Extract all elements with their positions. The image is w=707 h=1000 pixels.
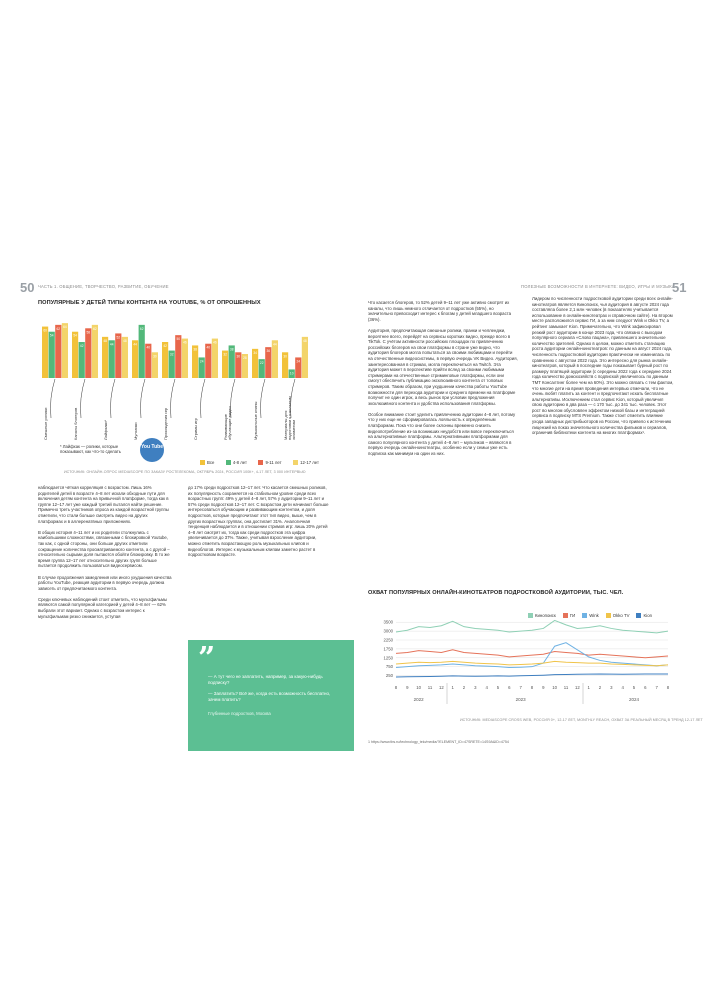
legend-item-9-11 <box>258 460 281 465</box>
bar-value-label: 30 <box>236 354 241 359</box>
x-tick-label: 7 <box>519 685 522 690</box>
bar-value-label: 36 <box>266 349 271 354</box>
left-column-2 <box>188 485 330 563</box>
left-col1-para: В случае продолжения замедления или иного ухудшения качества работы YouTube, реакция аудитории в первую очередь должна зависеть от предпочитаемого контента. <box>38 574 172 591</box>
bar-value-label: 62 <box>93 326 97 331</box>
bar-value-label: 64 <box>63 325 67 330</box>
bar-value-label: 38 <box>229 347 234 352</box>
x-tick-label: 3 <box>610 685 613 690</box>
bar-value-label: 24 <box>296 359 301 364</box>
youtube-logo-text: You Tube <box>140 444 164 450</box>
bar-value-label: 48 <box>103 338 107 343</box>
bar <box>102 337 108 378</box>
right-col1-para: Аудитория, предпочитающая смешные ролики, пранки и челленджи, вероятнее всего, перейдёт на сервисы коротких видео, прежде всего в TikTok. С учётом активности российских площадок по привлечению российских блогеров на свои платформы в стране уже видно, что аудитория блогеров могла попытаться за своими любимцами и перейти на отечественные видеосистемы, в первую очередь VK Видео. Аудитория, заинтересованная в стримах, могла переключиться на Twitch. Эта аудитория может в перспективе прийти вслед за своими любимыми стримерами на отечественные стриминговые платформы, если они смогут обеспечить публикацию эксклюзивного контента от топовых стримеров. Таким образом, при ухудшении качества работы YouTube возможности для перехода аудитории и среднего времени на платформе получит не один игрок, а весь рынок при условии предложения эксклюзивного контента и удобства использования платформы. <box>368 327 518 406</box>
bar <box>42 327 48 378</box>
left-running-head: ЧАСТЬ 1. ОБЩЕНИЕ, ТВОРЧЕСТВО, РАЗВИТИЕ, ОБУЧЕНИЕ <box>38 284 169 289</box>
left-col1-para: наблюдается чёткая корреляция с возрастом. Лишь 16% родителей детей в возрасте 4–8 лет искали обходные пути для включения детям контента на привычной платформе, тогда как в группе 12–17 лет уже каждый третий пытался найти решение. Примечно треть участников опроса из каждой возрастной группы отметили, что стали больше смотреть видео на других платформах и в аллеренатвных приложениях. <box>38 485 169 524</box>
bar-value-label: 32 <box>169 352 174 357</box>
left-col2-para: до 17% среди подростков 12–17 лет. Что касается смешных роликов, их популярность сохраняется на стабильном уровне среди всех возрастных групп: 49% у детей 4–8 лет, 57% у аудитории 9–11 лет и 57% среди подростков 12–17 лет. С возрастом дети начинают больше интересоваться обучающим и развивающим контентом, и доля подростков, которые предпочитают этот тип видео, выше, чем в других возрастных группах, она достигает 31%. Аналогичная тенденция наблюдается и в отношении стримов игр: лишь 20% детей 4–8 лет смотрят их, тогда как среди подростков эта цифра увеличивается до 37%. Также, учитывая взросление аудитории, можно отметить возрастающую роль музыкальных клипов и видеоблогов. Интерес к музыкальным клипам заметно растет в подростковом возрасте. <box>188 485 329 558</box>
x-tick-label: 1 <box>451 685 454 690</box>
left-col1-para: Среди ключевых наблюдений стоит отметить, что мультфильмы являются самой популярной категорией у детей 4–8 лет — 62% выбрали этот вариант. Однако с возрастом интерес к мультфильмам резко снижается, уступая <box>38 596 168 619</box>
bar-value-label: 44 <box>109 342 114 347</box>
bar-value-label: 44 <box>273 342 277 347</box>
bar-value-label: 40 <box>146 345 151 350</box>
bar <box>55 325 61 378</box>
chart2-legend-label: ГИ <box>569 613 576 618</box>
chart1-footnote: * Лайфхак — ролики, которые показывают, как что-то сделать <box>60 444 121 454</box>
bar <box>72 332 78 378</box>
x-tick-label: 5 <box>632 685 636 690</box>
x-tick-label: 11 <box>427 685 433 690</box>
y-tick-label: 1750 <box>383 646 393 652</box>
category-label: Стримы игр <box>193 418 198 440</box>
bar <box>122 337 128 378</box>
right-col1-para: Особое внимание стоит уделить привлечению аудитории 4–8 лет, потому что у них еще не сформировалась лояльность к определённым платформам. Пока что они более склонны временно снизить видеопотребление из-за возникших неудобств или вовсе переключиться на альтернативные платформы. Альтернативными платформами для самого популярного контента у детей 4–8 лет – мультиков – являются в первую очередь онлайн-кинотеатры, особенно если у семьи уже есть подписка как минимум на один из них. <box>368 411 516 457</box>
x-tick-label: 12 <box>574 685 580 690</box>
bar <box>115 333 121 378</box>
left-column-1 <box>38 485 173 625</box>
y-tick-label: 3000 <box>383 628 393 634</box>
x-tick-label: 6 <box>644 685 647 690</box>
bar-value-label: 42 <box>163 344 167 348</box>
legend-label-4-8: 4-8 лет <box>232 460 247 465</box>
bar-value-label: 22 <box>259 361 264 366</box>
right-footnote: 1 https://www.tbs.ru/technology_telo/media/?ELEMENT_ID=47SRETE=14S9A&ID=4754 <box>368 740 509 744</box>
bar-value-label: 60 <box>43 328 47 333</box>
y-tick-label: 250 <box>385 673 393 679</box>
x-tick-label: 8 <box>394 685 398 690</box>
x-tick-label: 8 <box>666 685 670 690</box>
chart2-legend-label: Кинопоиск <box>535 613 556 618</box>
chart1-source: ИСТОЧНИК: ОНЛАЙН-ОПРОС MEDIASCOPE ПО ЗАКАЗУ РОСТЕЛЕКОМА, ОКТЯБРЬ 2024, РОССИЯ 100К+, 4-17 ЛЕТ, 3 000 ИНТЕРВЬЮ <box>64 470 306 474</box>
bar-value-label: 24 <box>199 359 204 364</box>
bar-value-label: 40 <box>206 345 211 350</box>
right-running-head: ПОЛЕЗНЫЕ ВОЗМОЖНОСТИ В ИНТЕРНЕТЕ: ВИДЕО, ИГРЫ И МУЗЫКА <box>521 284 675 289</box>
right-col1-para: Что касается блогеров, то 52% детей 9–11 лет уже активно смотрят их каналы, что лишь немного отличается от подростков (55%), но значительно превосходит интерес к блогам у детей младшего возраста (36%). <box>368 300 512 322</box>
legend-label-9-11: 9-11 лет <box>265 460 282 465</box>
x-tick-label: 9 <box>542 685 545 690</box>
series-line <box>396 650 668 658</box>
bar-value-label: 62 <box>56 326 61 331</box>
x-tick-label: 10 <box>552 685 558 690</box>
y-tick-label: 3500 <box>383 619 393 625</box>
bar-value-label: 32 <box>223 352 227 357</box>
x-tick-label: 3 <box>474 685 477 690</box>
chart1-title: ПОПУЛЯРНЫЕ У ДЕТЕЙ ТИПЫ КОНТЕНТА НА YOUTUBE, % ОТ ОПРОШЕННЫХ <box>38 300 261 306</box>
bar <box>175 335 181 378</box>
x-tick-label: 2 <box>598 685 602 690</box>
bar-value-label: 10 <box>289 371 294 376</box>
legend-item-all <box>200 460 214 465</box>
bar-value-label: 42 <box>79 344 84 348</box>
quote-line-2: — Заплатить? Всё же, когда есть возможность бесплатно, зачем платить? <box>208 691 331 702</box>
bar-value-label: 28 <box>243 356 247 360</box>
bar-value-label: 48 <box>123 338 127 343</box>
y-tick-label: 1250 <box>383 655 393 661</box>
bar-value-label: 50 <box>176 337 181 342</box>
x-tick-label: 1 <box>587 685 590 690</box>
x-tick-label: 4 <box>485 685 488 690</box>
y-tick-label: 2250 <box>383 637 393 643</box>
chart2-legend-label: Okko TV <box>612 613 630 618</box>
category-label: Лайфхаки* <box>103 419 108 440</box>
x-tick-label: 12 <box>438 685 444 690</box>
x-tick-label: 10 <box>416 685 422 690</box>
legend-label-all: Все <box>207 460 215 465</box>
bar <box>302 337 308 378</box>
category-label: Мультики <box>133 422 138 440</box>
y-tick-label: 750 <box>385 664 393 670</box>
right-column-2 <box>532 296 674 441</box>
x-tick-label: 8 <box>530 685 534 690</box>
bar <box>139 325 145 378</box>
right-column-1 <box>368 300 518 462</box>
left-col1-para: В общих история 4–11 лет и их родители столкнулись с наибольшими сложностями, связанными с блокировкой Youtube, так как, с одной стороны, они больше других отметили сокращение количества просматриваемого контента, а с другой – относительно сырыми доля пытаются обойти блокировку. В то же время группа 12–17 лет относительно других групп больше пытается продолжить пользоваться видеосервисом. <box>38 529 170 569</box>
quote-box <box>188 640 354 751</box>
x-tick-label: 9 <box>406 685 409 690</box>
bar-value-label: 46 <box>213 340 217 345</box>
year-label: 2024 <box>628 697 640 702</box>
legend-swatch-4-8 <box>226 460 231 465</box>
legend-swatch-12-17 <box>293 460 298 465</box>
chart2-title: ОХВАТ ПОПУЛЯРНЫХ ОНЛАЙН-КИНОТЕАТРОВ ПОДРОСТКОВОЙ АУДИТОРИИ, ТЫС. ЧЕЛ. <box>368 590 624 596</box>
quote-source: Глубинные подростков, Москва <box>208 711 271 716</box>
legend-item-12-17 <box>293 460 319 465</box>
category-label: Развивающие обучающие видео <box>223 406 233 440</box>
bar <box>92 325 98 378</box>
bar-value-label: 34 <box>253 350 257 355</box>
youtube-logo <box>140 438 164 462</box>
chart2-legend-label: Wink <box>589 613 599 618</box>
legend-item-4-8 <box>226 460 247 465</box>
year-label: 2022 <box>413 697 424 702</box>
bar-value-label: 48 <box>303 338 307 343</box>
x-tick-label: 5 <box>496 685 500 690</box>
bar-value-label: 62 <box>139 326 144 331</box>
bar-value-label: 54 <box>73 333 77 338</box>
left-page-number: 50 <box>20 280 35 295</box>
category-label: Каналы блогеров <box>73 407 78 440</box>
bar <box>49 332 55 378</box>
category-label: Музыкальные клипы <box>253 401 258 440</box>
chart2-legend-label: Kion <box>643 613 653 618</box>
bar-value-label: 44 <box>133 342 137 347</box>
bar <box>62 323 68 378</box>
bar <box>85 328 91 378</box>
cinema-line-chart <box>368 612 678 712</box>
chart2-source: ИСТОЧНИК: MEDIASCOPE CROSS WEB, РОССИЯ 0+, 12-17 ЛЕТ, MONTHLY REACH, ОХВАТ ЗА РЕАЛЬНЫЙ МЕСЯЦ В ТРЕНД 12-17 ЛЕТ <box>460 718 703 722</box>
legend-swatch-all <box>200 460 205 465</box>
category-label: Прохождения игр <box>163 407 168 440</box>
bar-value-label: 30 <box>153 354 157 359</box>
x-tick-label: 7 <box>655 685 658 690</box>
bar-value-label: 58 <box>86 330 91 335</box>
bar-value-label: 38 <box>193 347 197 352</box>
chart1-legend <box>200 452 326 470</box>
right-col2-para: Лидером по численности подростковой аудитории среди всех онлайн-кинотеатров является Кинопоиск, чья аудитория в августе 2024 года составляла более 2,1 млн человек (в показателях учитывается использование в онлайн-кинотеатрах и справочном сайте). На втором месте расположился сервис ГИ, а за ним следуют Wink и Okko TV, а рейтинг замыкает Kion. Примечательно, что Wink зафиксировал резкий рост аудитории в конце 2023 года, что связано с выходом популярного сериала «Слово пацана», привлекшего значительное количество зрителей. Однако в целом, можно отметить стагнацию роста аудитории онлайн-кинотеатров: по данным на август 2024 года, численность подростковой аудитории практически не изменилась по сравнению с августом 2022 года. Это интересно для рынка онлайн-кинотеатров, который в последние годы показывает бурный рост по размеру платящей аудитории (с середины 2022 года к середине 2024 года количество домохозяйств с подпиской увеличилось по данным ТМТ Консалтинг более чем на 60%). Это можно связать с тем фактом, что многие дети на время проведения интервью отмечали, что не очень любят платить за контент и предпочитают искать бесплатные альтернативы. Исключением стал сервис Kion, который увеличил свою аудиторию в два раза — с 170 тыс. до 341 тыс. человек. Этот рост во многом обусловлен эффектом низкой базы и интеграцией сервиса в подписку MTS Premium. Также стоит отметить влияние ухода западных дистрибьюторов из России, что привело к истечению лицензий на показ значительного количества фильмов и сериалов, ограничив библиотеки контента на многих платформах¹. <box>532 296 674 436</box>
category-label: Смешные ролики <box>43 407 48 440</box>
legend-label-12-17: 12-17 лет <box>300 460 320 465</box>
bar-value-label: 30 <box>283 354 287 359</box>
year-label: 2023 <box>515 697 526 702</box>
category-label: Материалы для подготовки к школьным экзаменам <box>283 396 297 440</box>
right-page-number: 51 <box>672 280 687 295</box>
x-tick-label: 2 <box>462 685 466 690</box>
bar-value-label: 52 <box>116 335 121 340</box>
x-tick-label: 6 <box>508 685 511 690</box>
legend-swatch-9-11 <box>258 460 263 465</box>
bar-value-label: 46 <box>183 340 187 345</box>
quote-line-1: — А тут чего не заплатить, например, за какую-нибудь подписку? <box>208 674 323 685</box>
quote-mark-icon: ” <box>198 641 216 676</box>
x-tick-label: 11 <box>563 685 569 690</box>
bar-value-label: 54 <box>49 333 54 338</box>
x-tick-label: 4 <box>621 685 624 690</box>
